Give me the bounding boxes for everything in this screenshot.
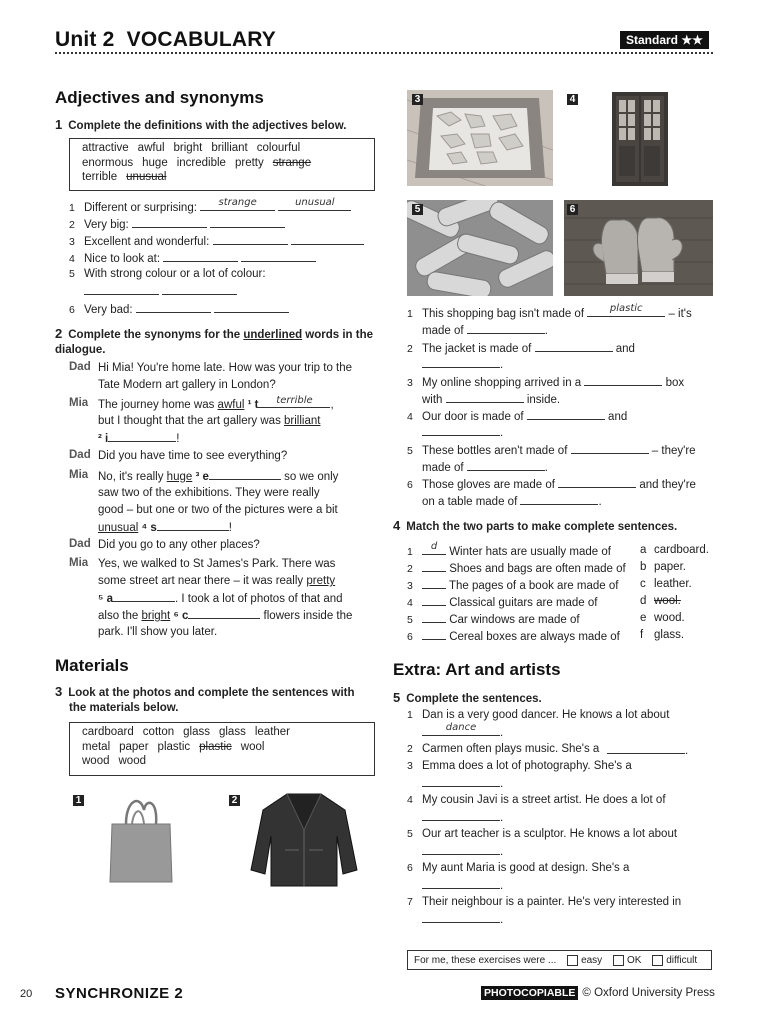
answer-blank[interactable] [422,577,446,589]
photo-wooden-door [610,92,670,186]
word: paper [119,740,149,753]
match-option [640,560,686,575]
item-number: 3 [69,236,75,248]
word: pretty [234,156,264,169]
underlined-word: awful [217,399,245,411]
dialogue-line: Did you have time to see everything? [98,450,288,462]
answer-blank[interactable] [422,356,500,368]
item-text: Their neighbour is a painter. He's very interested in [422,896,682,908]
item-text: box [665,377,685,389]
option-letter: b [640,561,647,573]
answer-blank[interactable] [162,283,237,295]
ex3-item-4-cont: . [422,424,503,441]
answer-blank[interactable] [422,877,500,889]
blank-starter: ¹ t [247,399,259,411]
feedback-prompt: For me, these exercises were ... [414,955,557,966]
answer-blank[interactable] [163,250,238,262]
speaker-label: Dad [69,361,91,373]
option-letter: d [640,595,647,607]
exercise-number: 2 [55,326,63,341]
photo-leather-jacket [245,790,363,890]
word: plastic [157,740,191,753]
answer-blank[interactable] [422,724,500,736]
page-number: 20 [20,988,33,1000]
match-row [407,611,580,628]
answer-blank[interactable] [422,594,446,606]
answer-blank[interactable] [446,391,524,403]
checkbox-label: easy [581,955,603,966]
ex3-item-6-cont: on a table made of . [422,493,602,510]
item-text: – they're [651,445,696,457]
answer-blank[interactable] [422,843,500,855]
photo-number-2: 2 [229,795,240,806]
ex5-blank-line: . [422,809,503,826]
item-text: and [608,411,628,423]
word: enormous [82,156,134,169]
dialogue-line: unusual ⁴ s ! [98,519,232,537]
word: incredible [176,156,226,169]
speaker-label: Dad [69,449,91,461]
item-number: 2 [407,563,413,575]
dialogue-line [98,590,343,608]
item-text: Excellent and wonderful: [84,236,210,248]
ex3-instruction [55,684,375,716]
ex5-item [407,827,677,842]
answer-blank[interactable] [422,809,500,821]
answer-blank[interactable] [535,340,613,352]
speaker-label: Mia [69,397,89,409]
word: terrible [82,171,118,183]
photo-number-5: 5 [412,204,423,215]
answer-blank[interactable] [422,424,500,436]
item-text: My cousin Javi is a street artist. He does a lot of [422,794,666,806]
item-number: 2 [69,219,75,231]
unit-title: VOCABULARY [126,28,277,51]
option-text: wood. [654,612,685,624]
item-number: 4 [69,253,75,265]
item-text: Cereal boxes are always made of [449,631,620,643]
item-text: Very big: [84,219,129,231]
word: huge [142,156,168,169]
item-number: 5 [407,614,413,626]
instruction-underlined: underlined [243,329,303,341]
speaker-label: Dad [69,538,91,550]
answer-blank[interactable] [607,742,685,754]
ex5-blank-line: . [422,911,503,928]
ex3-item-2-cont: . [422,356,503,373]
answer-blank[interactable] [467,322,545,334]
copyright [481,987,715,999]
match-row [407,560,626,577]
item-text: Very bad: [84,304,133,316]
item-number: 3 [407,580,413,592]
header-divider [55,52,713,54]
answer-blank[interactable] [520,493,598,505]
ex5-instruction [393,690,542,707]
photo-number-3: 3 [412,94,423,105]
dialogue-line: Did you go to any other places? [98,539,260,551]
answer-blank[interactable] [467,459,545,471]
answer-blank[interactable] [278,199,351,211]
answer-blank[interactable] [291,233,364,245]
answer-blank[interactable] [584,374,662,386]
checkbox-difficult[interactable] [652,955,663,966]
unit-label: Unit 2 [55,28,115,51]
checkbox-easy[interactable] [567,955,578,966]
item-text: Car windows are made of [449,614,580,626]
match-option [640,543,709,558]
instruction-text: Complete the definitions with the adjectives below. [68,120,347,132]
ex5-blank-line: . [607,742,688,759]
item-number: 1 [407,546,413,558]
ex1-item-5 [69,267,266,282]
item-number: 7 [407,896,413,908]
checkbox-label: OK [626,955,642,966]
ex2-instruction [55,326,375,358]
ex3-item-3-cont [422,391,560,408]
exercise-number: 5 [393,690,401,705]
ex1-item-2 [69,216,285,233]
dialogue-line: Tate Modern art gallery in London? [98,379,276,391]
option-text: wool. [654,595,681,607]
item-number: 5 [69,268,75,280]
underlined-word: unusual [98,522,139,534]
item-text: Our art teacher is a sculptor. He knows a lot about [422,828,678,840]
speaker-label: Mia [69,557,89,569]
answer-blank[interactable] [214,301,289,313]
word-used: unusual [126,171,167,183]
answer-blank[interactable] [422,543,446,555]
item-text: My online shopping arrived in a [422,377,582,389]
match-option [640,577,692,592]
exercise-number: 4 [393,518,401,533]
checkbox-ok[interactable] [613,955,624,966]
item-text: My aunt Maria is good at design. She's a [422,862,630,874]
option-letter: f [640,629,644,641]
ex1-instruction [55,117,346,134]
answer-blank[interactable] [213,233,288,245]
example-answer: unusual [295,197,335,208]
photo-plastic-bottles [407,200,553,296]
checkbox-label: difficult [666,955,698,966]
item-number: 6 [407,862,413,874]
answer-blank[interactable] [587,305,665,317]
match-row [407,594,598,611]
item-number: 2 [407,743,413,755]
ex5-blank-line: dance . [422,724,503,741]
blank-starter: ⁵ a [98,593,113,605]
answer-blank[interactable] [422,628,446,640]
match-row [407,577,618,594]
item-text: The jacket is made of [422,343,532,355]
dialogue-text: but I thought that the art gallery was [98,415,285,427]
photo-number-6: 6 [567,204,578,215]
word: wood [82,755,110,767]
ex5-blank-line: . [422,775,503,792]
option-text: glass. [654,629,685,641]
dialogue-line: ² i ! [98,430,179,448]
option-letter: e [640,612,647,624]
word: attractive [82,142,129,154]
word: leather [254,726,291,738]
answer-blank[interactable] [558,476,636,488]
dialogue-line: Yes, we walked to St James's Park. There was [98,558,336,570]
answer-blank[interactable] [209,468,281,480]
underlined-word: huge [166,471,193,483]
instruction-text: the materials below. [69,702,179,714]
item-number: 4 [407,794,413,806]
dialogue-line: good – but one or two of the pictures were a bit [98,504,338,516]
instruction-text: Complete the synonyms for the [68,329,244,341]
exercise-number: 3 [55,684,63,699]
blank-starter: ² i [98,433,109,445]
item-text: With strong colour or a lot of colour: [84,268,266,280]
option-text: paper. [654,561,686,573]
answer-blank[interactable] [188,607,260,619]
word-used: strange [272,156,312,169]
ex5-item [407,895,681,910]
answer-blank[interactable] [258,396,330,408]
copyright-text: © Oxford University Press [582,987,715,999]
item-number: 5 [407,828,413,840]
dialogue-text: so we only [280,471,339,483]
word: metal [82,740,111,753]
word: cotton [142,726,175,738]
ex3-item-1-cont: made of . [422,322,548,339]
answer-blank[interactable] [241,250,316,262]
ex5-item [407,861,629,876]
page-title [55,28,276,52]
answer-blank[interactable] [422,611,446,623]
item-text: The pages of a book are made of [449,580,619,592]
example-answer: terrible [276,395,313,406]
word: bright [173,142,203,154]
ex5-blank-line: . [422,877,503,894]
answer-blank[interactable] [422,560,446,572]
photo-number-1: 1 [73,795,84,806]
word: glass [218,726,246,738]
word: cardboard [82,726,134,738]
match-row [407,543,611,560]
instruction-text: words in the dialogue. [55,329,374,356]
item-text: Classical guitars are made of [449,597,598,609]
item-number: 1 [407,709,413,721]
answer-blank[interactable] [571,442,649,454]
ex1-item-6 [69,301,289,318]
answer-blank[interactable] [422,775,500,787]
item-number: 3 [407,760,413,772]
ex3-item-5: 5 These bottles aren't made of – they're [407,442,696,459]
match-row [407,628,620,645]
photocopiable-label: PHOTOCOPIABLE [481,986,578,1000]
dialogue-line [98,468,338,486]
underlined-word: bright [141,610,171,622]
item-text: – it's [668,308,692,320]
item-number: 1 [69,202,75,214]
ex3-item-2: 2 The jacket is made of and [407,340,635,357]
blank-starter: ³ e [195,471,209,483]
answer-blank[interactable] [84,283,159,295]
dialogue-text: also the [98,610,142,622]
ex1-item-4 [69,250,316,267]
item-text: Nice to look at: [84,253,161,265]
dialogue-text: The journey home was [98,399,218,411]
photo-shopping-bag [92,790,187,888]
item-text: made of [422,325,464,337]
match-option [640,594,681,609]
example-answer: d [430,541,438,552]
item-text: Shoes and bags are often made of [449,563,626,575]
item-text: and they're [639,479,696,491]
exercise-number: 1 [55,117,63,132]
dialogue-text: some street art near there – it was really [98,575,307,587]
example-answer: strange [218,197,257,208]
blank-starter: ⁶ c [173,610,189,622]
dialogue-line [98,573,335,590]
option-letter: c [640,578,646,590]
section-heading-extra: Extra: Art and artists [393,660,561,679]
ex5-item [407,742,599,757]
item-text: inside. [526,394,561,406]
self-assessment-box [407,950,712,970]
item-number: 6 [407,631,413,643]
option-text: cardboard. [654,544,709,556]
instruction-text: Complete the sentences. [406,693,542,705]
word-used: plastic [199,740,232,753]
answer-blank[interactable] [132,216,207,228]
answer-blank[interactable] [157,519,229,531]
dialogue-text: . I took a lot of photos of that and [175,593,343,605]
match-option [640,628,684,643]
example-answer: dance [445,722,477,733]
section-heading-adjectives: Adjectives and synonyms [55,88,264,107]
dialogue-line: saw two of the exhibitions. They were really [98,487,320,499]
ex5-item [407,759,632,774]
level-badge: Standard ★★ [620,31,709,49]
speaker-label: Mia [69,469,89,481]
item-text: Different or surprising: [84,202,197,214]
answer-blank[interactable] [108,430,176,442]
answer-blank[interactable] [422,911,500,923]
photo-wool-gloves [564,200,713,296]
blank-starter: ⁴ s [141,522,157,534]
item-number: 4 [407,597,413,609]
series-logo: SYNCHRONIZE 2 [55,985,184,1002]
ex5-item [407,793,666,808]
underlined-word: brilliant [284,415,321,427]
item-text: on a table made of [422,496,518,508]
dialogue-line [98,413,320,430]
answer-blank[interactable] [200,199,275,211]
item-text: Carmen often plays music. She's a [422,743,600,755]
materials-word-box [69,722,375,776]
word: colourful [256,142,301,154]
dialogue-line: park. I'll show you later. [98,626,218,638]
photo-number-4: 4 [567,94,578,105]
dialogue-text: flowers inside the [260,610,353,622]
item-text: Dan is a very good dancer. He knows a lot about [422,709,670,721]
item-text: with [422,394,443,406]
instruction-text: Match the two parts to make complete sentences. [406,521,678,533]
ex1-item-5-blanks [84,283,237,300]
example-answer: plastic [609,303,643,314]
ex3-item-1: 1 This shopping bag isn't made of plastic – it's [407,303,692,320]
ex3-item-3: 3 My online shopping arrived in a box [407,374,684,391]
ex5-blank-line: . [422,843,503,860]
dialogue-line [98,607,352,625]
ex4-instruction [393,518,677,535]
ex1-item-3 [69,233,364,250]
answer-blank[interactable] [210,216,285,228]
photo-cardboard-box [407,90,553,186]
dialogue-line: Hi Mia! You're home late. How was your trip to the [98,362,353,374]
ex1-item-1 [69,199,351,216]
item-text: Those gloves are made of [422,479,555,491]
underlined-word: pretty [306,575,336,587]
word-box [69,138,375,191]
ex3-item-5-cont: made of . [422,459,548,476]
word: glass [183,726,210,738]
word: wood [118,755,146,767]
item-text: Emma does a lot of photography. She's a [422,760,632,772]
section-heading-materials: Materials [55,656,129,675]
item-text: and [615,343,635,355]
instruction-text: Look at the photos and complete the sentences with [68,687,355,699]
item-number: 6 [69,304,75,316]
ex3-item-4: 4 Our door is made of and [407,408,627,425]
word: brilliant [211,142,248,154]
item-text: Our door is made of [422,411,524,423]
item-text: Winter hats are usually made of [449,546,611,558]
word: wool [240,740,265,753]
answer-blank[interactable] [136,301,211,313]
dialogue-line: The journey home was awful ¹ t terrible , [98,396,334,414]
match-option [640,611,685,626]
item-text: made of [422,462,464,474]
dialogue-text: No, it's really [98,471,167,483]
answer-blank[interactable] [113,590,175,602]
item-text: These bottles aren't made of [422,445,568,457]
option-letter: a [640,544,647,556]
option-text: leather. [654,578,692,590]
word: awful [137,142,165,154]
answer-blank[interactable] [527,408,605,420]
item-text: This shopping bag isn't made of [422,308,585,320]
ex3-item-6: 6 Those gloves are made of and they're [407,476,696,493]
